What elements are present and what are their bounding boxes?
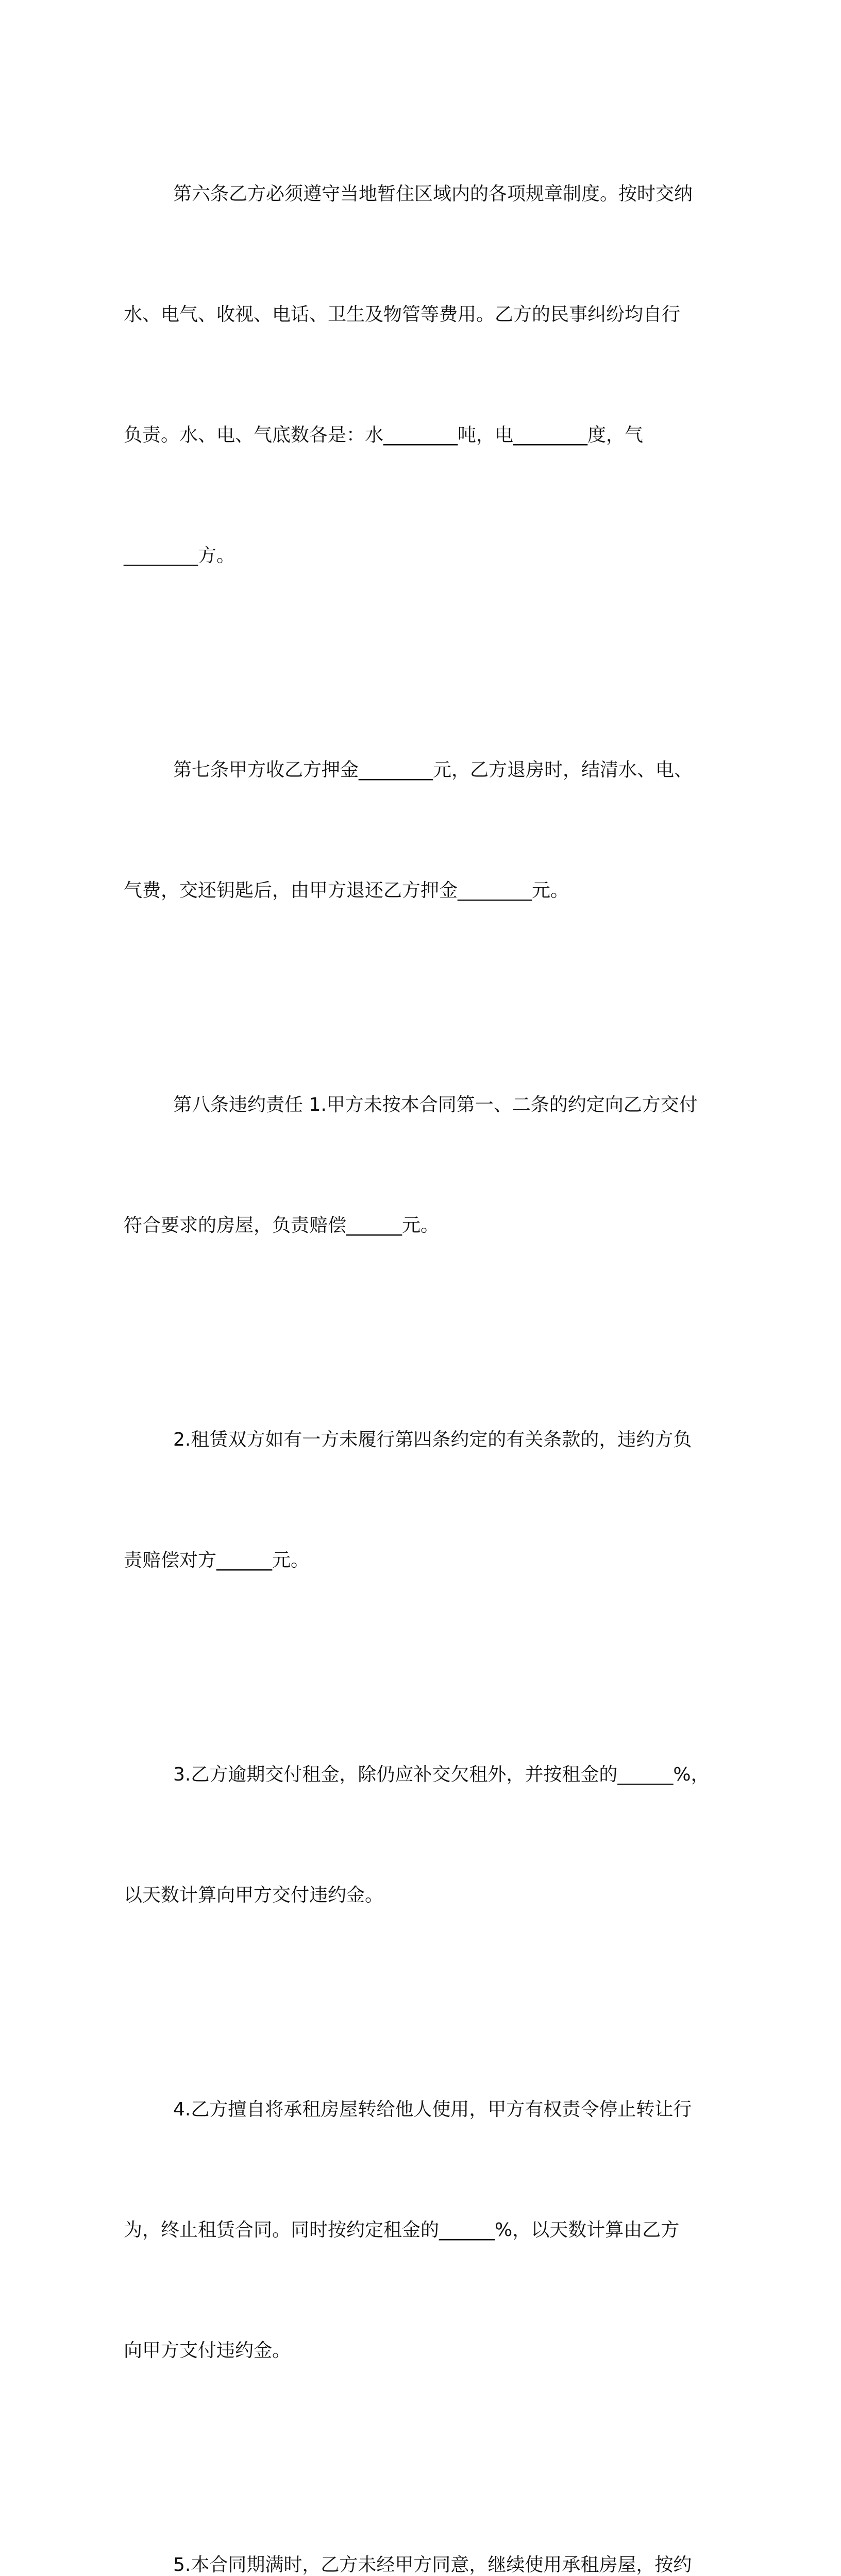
article-8-clause-3-line-2: 以天数计算向甲方交付违约金。 — [124, 1885, 384, 1906]
document-body — [124, 94, 721, 2576]
article-6-line-4: ________方。 — [124, 545, 236, 566]
article-8-clause-5-paragraph — [124, 2465, 721, 2576]
article-8-clause-2-line-2: 责赔偿对方______元。 — [124, 1550, 310, 1571]
article-7-paragraph — [124, 670, 721, 991]
article-8-clause-4-paragraph — [124, 2009, 721, 2451]
article-8-clause-4-line-2: 为，终止租赁合同。同时按约定租金的______%，以天数计算由乙方 — [124, 2219, 680, 2241]
article-6-paragraph — [124, 94, 721, 656]
article-8-clause-4-line-1: 4.乙方擅自将承租房屋转给他人使用，甲方有权责令停止转让行 — [173, 2099, 692, 2120]
article-8-clause-2-paragraph — [124, 1340, 721, 1661]
article-8-clause-2-line-1: 2.租赁双方如有一方未履行第四条约定的有关条款的，违约方负 — [173, 1429, 692, 1450]
article-6-line-2: 水、电气、收视、电话、卫生及物管等费用。乙方的民事纠纷均自行 — [124, 304, 681, 325]
article-8-clause-3-line-1: 3.乙方逾期交付租金，除仍应补交欠租外，并按租金的______%， — [173, 1764, 710, 1785]
article-6-line-3: 负责。水、电、气底数各是：水________吨，电________度，气 — [124, 425, 644, 446]
article-8-clause-4-line-3: 向甲方支付违约金。 — [124, 2340, 291, 2361]
article-6-line-1: 第六条乙方必须遵守当地暂住区域内的各项规章制度。按时交纳 — [173, 183, 693, 205]
article-8-clause-1-line-1: 第八条违约责任 1.甲方未按本合同第一、二条的约定向乙方交付 — [173, 1094, 698, 1115]
article-8-clause-1-line-2: 符合要求的房屋，负责赔偿______元。 — [124, 1215, 440, 1236]
article-8-clause-5-line-1: 5.本合同期满时，乙方未经甲方同意，继续使用承租房屋，按约 — [173, 2554, 692, 2575]
article-8-clause-1-paragraph — [124, 1005, 721, 1326]
article-7-line-2: 气费，交还钥匙后，由甲方退还乙方押金________元。 — [124, 880, 569, 901]
article-7-line-1: 第七条甲方收乙方押金________元，乙方退房时，结清水、电、 — [173, 759, 693, 781]
article-8-clause-3-paragraph — [124, 1674, 721, 1996]
